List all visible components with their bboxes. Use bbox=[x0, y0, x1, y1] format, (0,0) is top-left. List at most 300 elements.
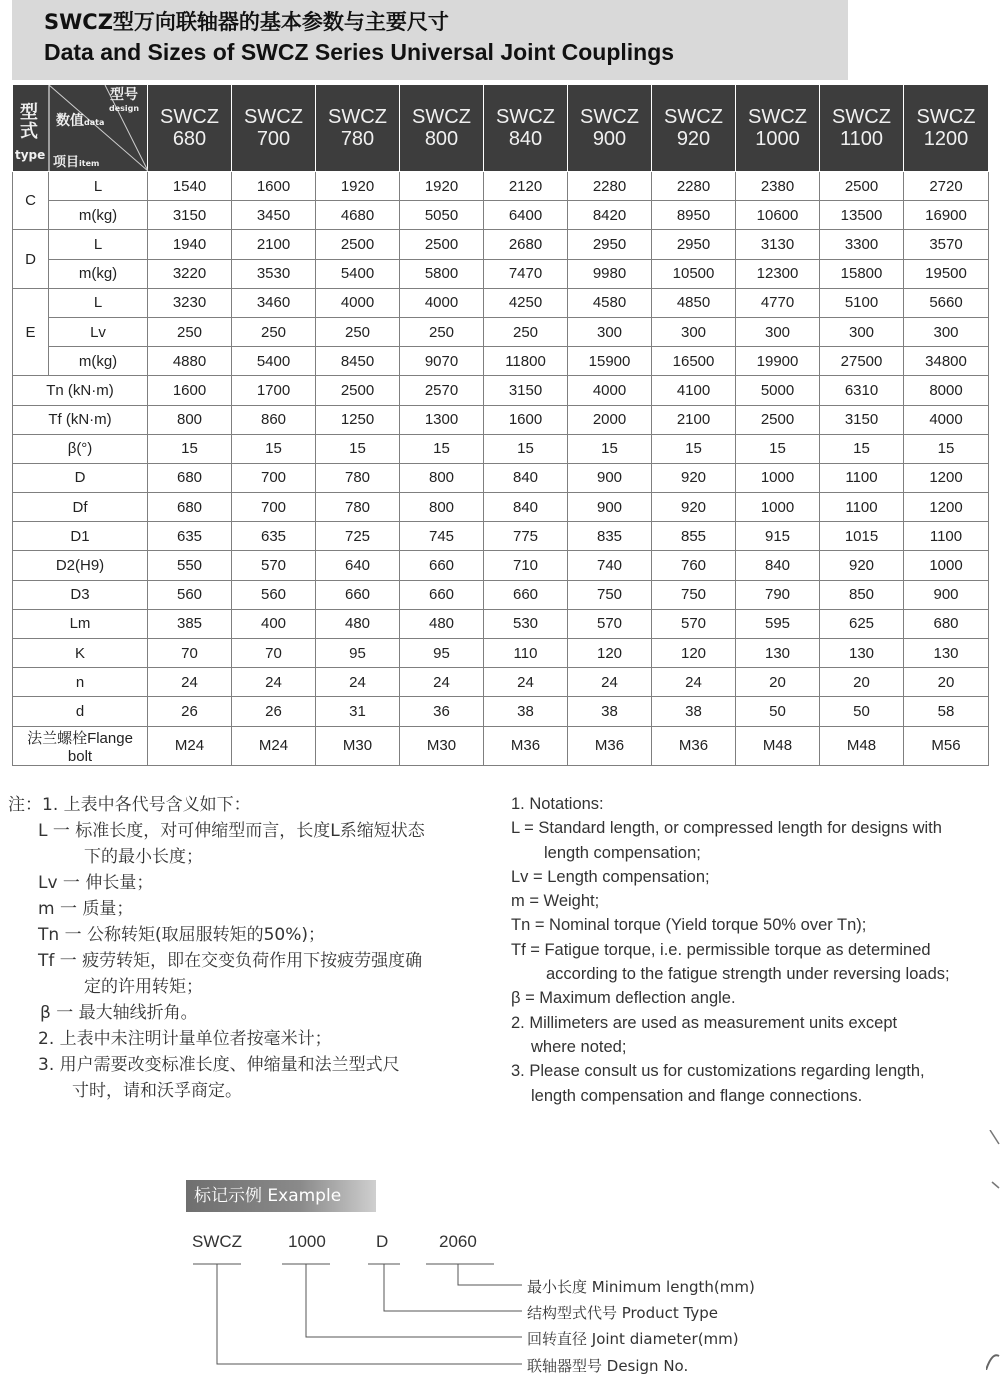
value-cell: 130 bbox=[904, 639, 989, 668]
value-cell: 780 bbox=[316, 493, 400, 522]
value-cell: 300 bbox=[568, 317, 652, 346]
table-row bbox=[13, 172, 989, 201]
param-label: D bbox=[13, 463, 148, 492]
value-cell: 915 bbox=[736, 522, 820, 551]
value-cell: 24 bbox=[652, 668, 736, 697]
value-cell: 250 bbox=[316, 317, 400, 346]
note-cn-line: Lv 一 伸长量； bbox=[38, 873, 154, 893]
value-cell: 920 bbox=[820, 551, 904, 580]
value-cell: 70 bbox=[148, 639, 232, 668]
value-cell: 2100 bbox=[232, 230, 316, 259]
value-cell: 24 bbox=[148, 668, 232, 697]
note-en-line: length compensation and flange connections. bbox=[531, 1086, 863, 1105]
value-cell: 70 bbox=[232, 639, 316, 668]
value-cell: 530 bbox=[484, 609, 568, 638]
value-cell: M48 bbox=[820, 726, 904, 765]
param-label: β(°) bbox=[13, 434, 148, 463]
example-heading: 标记示例 Example bbox=[186, 1180, 376, 1212]
param-label: Lm bbox=[13, 609, 148, 638]
type-cell: C bbox=[13, 172, 49, 230]
table-row bbox=[13, 726, 989, 765]
note-cn-line: m 一 质量； bbox=[38, 899, 134, 919]
value-cell: 3150 bbox=[820, 405, 904, 434]
value-cell: 15 bbox=[736, 434, 820, 463]
value-cell: 1600 bbox=[232, 172, 316, 201]
value-cell: 640 bbox=[316, 551, 400, 580]
value-cell: 15 bbox=[820, 434, 904, 463]
value-cell: 635 bbox=[232, 522, 316, 551]
value-cell: 710 bbox=[484, 551, 568, 580]
note-cn-line: 定的许用转矩； bbox=[84, 977, 203, 997]
note-en-line: 3. Please consult us for customizations regarding length, bbox=[511, 1062, 925, 1081]
value-cell: 120 bbox=[652, 639, 736, 668]
value-cell: 15 bbox=[904, 434, 989, 463]
value-cell: 775 bbox=[484, 522, 568, 551]
value-cell: 3300 bbox=[820, 230, 904, 259]
table-row bbox=[13, 259, 989, 288]
value-cell: 13500 bbox=[820, 201, 904, 230]
value-cell: 58 bbox=[904, 697, 989, 726]
note-en-line: where noted; bbox=[531, 1037, 627, 1056]
value-cell: 860 bbox=[232, 405, 316, 434]
value-cell: 15 bbox=[316, 434, 400, 463]
value-cell: 1000 bbox=[736, 463, 820, 492]
note-en-line: length compensation; bbox=[544, 843, 701, 862]
value-cell: 570 bbox=[652, 609, 736, 638]
value-cell: 95 bbox=[400, 639, 484, 668]
value-cell: 6310 bbox=[820, 376, 904, 405]
table-row bbox=[13, 376, 989, 405]
value-cell: 4580 bbox=[568, 288, 652, 317]
value-cell: 24 bbox=[400, 668, 484, 697]
value-cell: 9070 bbox=[400, 347, 484, 376]
table-row bbox=[13, 522, 989, 551]
value-cell: 3150 bbox=[148, 201, 232, 230]
param-label: m(kg) bbox=[49, 347, 148, 376]
value-cell: 4680 bbox=[316, 201, 400, 230]
value-cell: 1250 bbox=[316, 405, 400, 434]
value-cell: 20 bbox=[904, 668, 989, 697]
value-cell: 8420 bbox=[568, 201, 652, 230]
value-cell: 36 bbox=[400, 697, 484, 726]
value-cell: 2120 bbox=[484, 172, 568, 201]
param-label: m(kg) bbox=[49, 201, 148, 230]
param-label: m(kg) bbox=[49, 259, 148, 288]
table-row bbox=[13, 551, 989, 580]
note-en-line: Lv = Length compensation; bbox=[511, 867, 710, 886]
value-cell: 570 bbox=[568, 609, 652, 638]
example-code-diameter: 1000 bbox=[288, 1232, 326, 1251]
value-cell: 4250 bbox=[484, 288, 568, 317]
note-en-line: 1. Notations: bbox=[511, 795, 604, 813]
value-cell: 800 bbox=[400, 463, 484, 492]
value-cell: 700 bbox=[232, 493, 316, 522]
value-cell: 5660 bbox=[904, 288, 989, 317]
value-cell: 1940 bbox=[148, 230, 232, 259]
table-row bbox=[13, 609, 989, 638]
param-label: L bbox=[49, 230, 148, 259]
param-label: K bbox=[13, 639, 148, 668]
value-cell: 130 bbox=[820, 639, 904, 668]
value-cell: 840 bbox=[484, 493, 568, 522]
value-cell: 1200 bbox=[904, 463, 989, 492]
value-cell: 595 bbox=[736, 609, 820, 638]
value-cell: 250 bbox=[484, 317, 568, 346]
corner-item bbox=[53, 151, 99, 170]
note-en-line: L = Standard length, or compressed length for designs with bbox=[511, 819, 942, 838]
value-cell: 745 bbox=[400, 522, 484, 551]
note-en-line: m = Weight; bbox=[511, 892, 600, 911]
param-label: L bbox=[49, 172, 148, 201]
value-cell: 15 bbox=[484, 434, 568, 463]
param-label: Tf (kN·m) bbox=[13, 405, 148, 434]
value-cell: 5400 bbox=[316, 259, 400, 288]
param-label: Df bbox=[13, 493, 148, 522]
notes-english bbox=[511, 792, 996, 1108]
value-cell: 4000 bbox=[568, 376, 652, 405]
value-cell: 900 bbox=[568, 463, 652, 492]
value-cell: 15 bbox=[568, 434, 652, 463]
value-cell: 550 bbox=[148, 551, 232, 580]
value-cell: 1920 bbox=[400, 172, 484, 201]
model-header: SWCZ 920 bbox=[652, 85, 736, 172]
model-header: SWCZ 900 bbox=[568, 85, 652, 172]
note-en-line: according to the fatigue strength under reversing loads; bbox=[546, 965, 950, 984]
value-cell: 7470 bbox=[484, 259, 568, 288]
value-cell: 5050 bbox=[400, 201, 484, 230]
model-header: SWCZ 780 bbox=[316, 85, 400, 172]
value-cell: M36 bbox=[484, 726, 568, 765]
value-cell: M24 bbox=[232, 726, 316, 765]
value-cell: 1700 bbox=[232, 376, 316, 405]
model-header: SWCZ 840 bbox=[484, 85, 568, 172]
value-cell: 26 bbox=[148, 697, 232, 726]
legend-product-type: 结构型式代号 Product Type bbox=[527, 1304, 718, 1322]
value-cell: 570 bbox=[232, 551, 316, 580]
model-header: SWCZ 700 bbox=[232, 85, 316, 172]
page-edge-decoration bbox=[986, 1130, 1000, 1370]
value-cell: 700 bbox=[232, 463, 316, 492]
value-cell: 3220 bbox=[148, 259, 232, 288]
legend-min-length: 最小长度 Minimum length(mm) bbox=[527, 1278, 755, 1296]
value-cell: 250 bbox=[148, 317, 232, 346]
value-cell: 15 bbox=[148, 434, 232, 463]
value-cell: 4850 bbox=[652, 288, 736, 317]
corner-design-en: design bbox=[109, 104, 140, 113]
value-cell: 2950 bbox=[652, 230, 736, 259]
corner-data-en: data bbox=[84, 118, 105, 127]
value-cell: M48 bbox=[736, 726, 820, 765]
notes-chinese bbox=[8, 792, 498, 1104]
value-cell: 1920 bbox=[316, 172, 400, 201]
value-cell: 15900 bbox=[568, 347, 652, 376]
value-cell: M30 bbox=[400, 726, 484, 765]
table-row bbox=[13, 347, 989, 376]
value-cell: 3450 bbox=[232, 201, 316, 230]
value-cell: 250 bbox=[400, 317, 484, 346]
value-cell: 130 bbox=[736, 639, 820, 668]
value-cell: 2720 bbox=[904, 172, 989, 201]
legend-design-no: 联轴器型号 Design No. bbox=[527, 1357, 689, 1375]
value-cell: 660 bbox=[484, 580, 568, 609]
value-cell: 560 bbox=[148, 580, 232, 609]
table-row bbox=[13, 288, 989, 317]
value-cell: 300 bbox=[904, 317, 989, 346]
value-cell: 20 bbox=[736, 668, 820, 697]
value-cell: 680 bbox=[904, 609, 989, 638]
param-label: n bbox=[13, 668, 148, 697]
model-header: SWCZ 1000 bbox=[736, 85, 820, 172]
value-cell: 750 bbox=[568, 580, 652, 609]
spec-table-container bbox=[12, 85, 988, 766]
value-cell: 50 bbox=[820, 697, 904, 726]
value-cell: M24 bbox=[148, 726, 232, 765]
value-cell: 34800 bbox=[904, 347, 989, 376]
value-cell: 1000 bbox=[904, 551, 989, 580]
note-cn-line: 3. 用户需要改变标准长度、伸缩量和法兰型式尺 bbox=[38, 1055, 400, 1075]
note-en-line: β = Maximum deflection angle. bbox=[511, 989, 736, 1008]
value-cell: M30 bbox=[316, 726, 400, 765]
value-cell: 4000 bbox=[316, 288, 400, 317]
value-cell: 680 bbox=[148, 493, 232, 522]
value-cell: 1000 bbox=[736, 493, 820, 522]
value-cell: 5000 bbox=[736, 376, 820, 405]
value-cell: 780 bbox=[316, 463, 400, 492]
table-row bbox=[13, 230, 989, 259]
value-cell: 95 bbox=[316, 639, 400, 668]
table-row bbox=[13, 697, 989, 726]
value-cell: 12300 bbox=[736, 259, 820, 288]
value-cell: M36 bbox=[652, 726, 736, 765]
note-cn-line: β 一 最大轴线折角。 bbox=[40, 1003, 198, 1023]
value-cell: 840 bbox=[484, 463, 568, 492]
title-english: Data and Sizes of SWCZ Series Universal Joint Couplings bbox=[44, 39, 675, 65]
value-cell: 625 bbox=[820, 609, 904, 638]
value-cell: 750 bbox=[652, 580, 736, 609]
value-cell: 1100 bbox=[904, 522, 989, 551]
note-cn-line: 注：1. 上表中各代号含义如下： bbox=[8, 795, 251, 815]
value-cell: 800 bbox=[400, 493, 484, 522]
value-cell: 38 bbox=[484, 697, 568, 726]
value-cell: 900 bbox=[568, 493, 652, 522]
value-cell: 4880 bbox=[148, 347, 232, 376]
value-cell: 2570 bbox=[400, 376, 484, 405]
value-cell: 20 bbox=[820, 668, 904, 697]
model-header: SWCZ 800 bbox=[400, 85, 484, 172]
param-label: D1 bbox=[13, 522, 148, 551]
value-cell: 385 bbox=[148, 609, 232, 638]
value-cell: 920 bbox=[652, 493, 736, 522]
example-code-design: SWCZ bbox=[192, 1232, 243, 1251]
table-row bbox=[13, 463, 989, 492]
value-cell: 110 bbox=[484, 639, 568, 668]
model-header: SWCZ 1200 bbox=[904, 85, 989, 172]
corner-item-cn: 项目 bbox=[53, 155, 80, 170]
value-cell: 6400 bbox=[484, 201, 568, 230]
value-cell: 680 bbox=[148, 463, 232, 492]
value-cell: 635 bbox=[148, 522, 232, 551]
note-cn-line: Tf 一 疲劳转矩，即在交变负荷作用下按疲劳强度确 bbox=[38, 951, 423, 971]
note-cn-line: 2. 上表中未注明计量单位者按毫米计； bbox=[38, 1029, 332, 1049]
value-cell: 3130 bbox=[736, 230, 820, 259]
value-cell: 1540 bbox=[148, 172, 232, 201]
legend-joint-diameter: 回转直径 Joint diameter(mm) bbox=[527, 1330, 739, 1348]
table-row bbox=[13, 201, 989, 230]
value-cell: 4770 bbox=[736, 288, 820, 317]
value-cell: 2280 bbox=[652, 172, 736, 201]
corner-design bbox=[109, 89, 139, 115]
note-en-line: Tn = Nominal torque (Yield torque 50% over Tn); bbox=[511, 916, 867, 935]
value-cell: 120 bbox=[568, 639, 652, 668]
value-cell: 8000 bbox=[904, 376, 989, 405]
value-cell: 1100 bbox=[820, 463, 904, 492]
value-cell: 2500 bbox=[736, 405, 820, 434]
value-cell: 2950 bbox=[568, 230, 652, 259]
note-cn-line: 下的最小长度； bbox=[84, 847, 203, 867]
value-cell: 24 bbox=[568, 668, 652, 697]
value-cell: 1600 bbox=[148, 376, 232, 405]
value-cell: 1600 bbox=[484, 405, 568, 434]
value-cell: 15 bbox=[232, 434, 316, 463]
value-cell: 31 bbox=[316, 697, 400, 726]
value-cell: 8950 bbox=[652, 201, 736, 230]
value-cell: 38 bbox=[568, 697, 652, 726]
value-cell: 3570 bbox=[904, 230, 989, 259]
note-cn-line: L 一 标准长度，对可伸缩型而言，长度L系缩短状态 bbox=[38, 821, 425, 841]
value-cell: 1300 bbox=[400, 405, 484, 434]
value-cell: 740 bbox=[568, 551, 652, 580]
corner-data bbox=[56, 110, 104, 130]
value-cell: 19500 bbox=[904, 259, 989, 288]
value-cell: 2000 bbox=[568, 405, 652, 434]
table-row bbox=[13, 405, 989, 434]
note-en-line: 2. Millimeters are used as measurement units except bbox=[511, 1013, 898, 1032]
value-cell: 480 bbox=[316, 609, 400, 638]
corner-type-cn: 型式 bbox=[20, 102, 38, 142]
value-cell: 15 bbox=[400, 434, 484, 463]
value-cell: 900 bbox=[904, 580, 989, 609]
table-row bbox=[13, 580, 989, 609]
value-cell: 835 bbox=[568, 522, 652, 551]
value-cell: 16500 bbox=[652, 347, 736, 376]
note-cn-line: Tn 一 公称转矩(取屈服转矩的50%)； bbox=[38, 925, 326, 945]
value-cell: 920 bbox=[652, 463, 736, 492]
value-cell: 250 bbox=[232, 317, 316, 346]
value-cell: 480 bbox=[400, 609, 484, 638]
value-cell: 5100 bbox=[820, 288, 904, 317]
value-cell: 2500 bbox=[316, 230, 400, 259]
corner-item-en: item bbox=[79, 159, 100, 168]
spec-table bbox=[12, 85, 989, 766]
param-label: d bbox=[13, 697, 148, 726]
model-header: SWCZ 680 bbox=[148, 85, 232, 172]
value-cell: 24 bbox=[232, 668, 316, 697]
value-cell: 4100 bbox=[652, 376, 736, 405]
corner-data-cn: 数值 bbox=[56, 113, 84, 129]
value-cell: 800 bbox=[148, 405, 232, 434]
value-cell: 300 bbox=[820, 317, 904, 346]
value-cell: 790 bbox=[736, 580, 820, 609]
value-cell: 24 bbox=[316, 668, 400, 697]
value-cell: 1100 bbox=[820, 493, 904, 522]
param-label: L bbox=[49, 288, 148, 317]
table-corner-cell bbox=[13, 85, 148, 172]
value-cell: 26 bbox=[232, 697, 316, 726]
value-cell: 660 bbox=[400, 580, 484, 609]
value-cell: 850 bbox=[820, 580, 904, 609]
value-cell: 10500 bbox=[652, 259, 736, 288]
value-cell: 3230 bbox=[148, 288, 232, 317]
value-cell: 24 bbox=[484, 668, 568, 697]
type-cell: D bbox=[13, 230, 49, 288]
value-cell: 855 bbox=[652, 522, 736, 551]
param-label: Lv bbox=[49, 317, 148, 346]
table-row bbox=[13, 434, 989, 463]
value-cell: 1015 bbox=[820, 522, 904, 551]
value-cell: 15800 bbox=[820, 259, 904, 288]
value-cell: 1200 bbox=[904, 493, 989, 522]
value-cell: 4000 bbox=[400, 288, 484, 317]
note-en-line: Tf = Fatigue torque, i.e. permissible torque as determined bbox=[511, 940, 931, 959]
example-code-type: D bbox=[376, 1232, 389, 1251]
value-cell: 11800 bbox=[484, 347, 568, 376]
note-cn-line: 寸时，请和沃孚商定。 bbox=[72, 1081, 242, 1101]
table-row bbox=[13, 639, 989, 668]
value-cell: 2500 bbox=[820, 172, 904, 201]
corner-type-en: type bbox=[15, 148, 46, 162]
value-cell: 50 bbox=[736, 697, 820, 726]
table-header-row bbox=[13, 85, 989, 172]
value-cell: 300 bbox=[652, 317, 736, 346]
model-header: SWCZ 1100 bbox=[820, 85, 904, 172]
param-label: 法兰螺栓Flange bolt bbox=[13, 726, 148, 765]
value-cell: 560 bbox=[232, 580, 316, 609]
value-cell: M36 bbox=[568, 726, 652, 765]
title-banner bbox=[12, 0, 848, 80]
value-cell: 4000 bbox=[904, 405, 989, 434]
value-cell: M56 bbox=[904, 726, 989, 765]
value-cell: 19900 bbox=[736, 347, 820, 376]
param-label: D2(H9) bbox=[13, 551, 148, 580]
value-cell: 760 bbox=[652, 551, 736, 580]
value-cell: 3460 bbox=[232, 288, 316, 317]
param-label: Tn (kN·m) bbox=[13, 376, 148, 405]
table-row bbox=[13, 493, 989, 522]
value-cell: 2100 bbox=[652, 405, 736, 434]
type-cell: E bbox=[13, 288, 49, 376]
table-row bbox=[13, 668, 989, 697]
value-cell: 660 bbox=[400, 551, 484, 580]
value-cell: 3150 bbox=[484, 376, 568, 405]
value-cell: 725 bbox=[316, 522, 400, 551]
value-cell: 2500 bbox=[316, 376, 400, 405]
value-cell: 27500 bbox=[820, 347, 904, 376]
param-label: D3 bbox=[13, 580, 148, 609]
corner-design-cn: 型号 bbox=[110, 87, 139, 103]
value-cell: 9980 bbox=[568, 259, 652, 288]
spec-table-body bbox=[13, 172, 989, 766]
example-code-length: 2060 bbox=[439, 1232, 477, 1251]
value-cell: 16900 bbox=[904, 201, 989, 230]
value-cell: 8450 bbox=[316, 347, 400, 376]
value-cell: 15 bbox=[652, 434, 736, 463]
value-cell: 2680 bbox=[484, 230, 568, 259]
table-row bbox=[13, 317, 989, 346]
value-cell: 2280 bbox=[568, 172, 652, 201]
value-cell: 300 bbox=[736, 317, 820, 346]
value-cell: 5800 bbox=[400, 259, 484, 288]
value-cell: 3530 bbox=[232, 259, 316, 288]
